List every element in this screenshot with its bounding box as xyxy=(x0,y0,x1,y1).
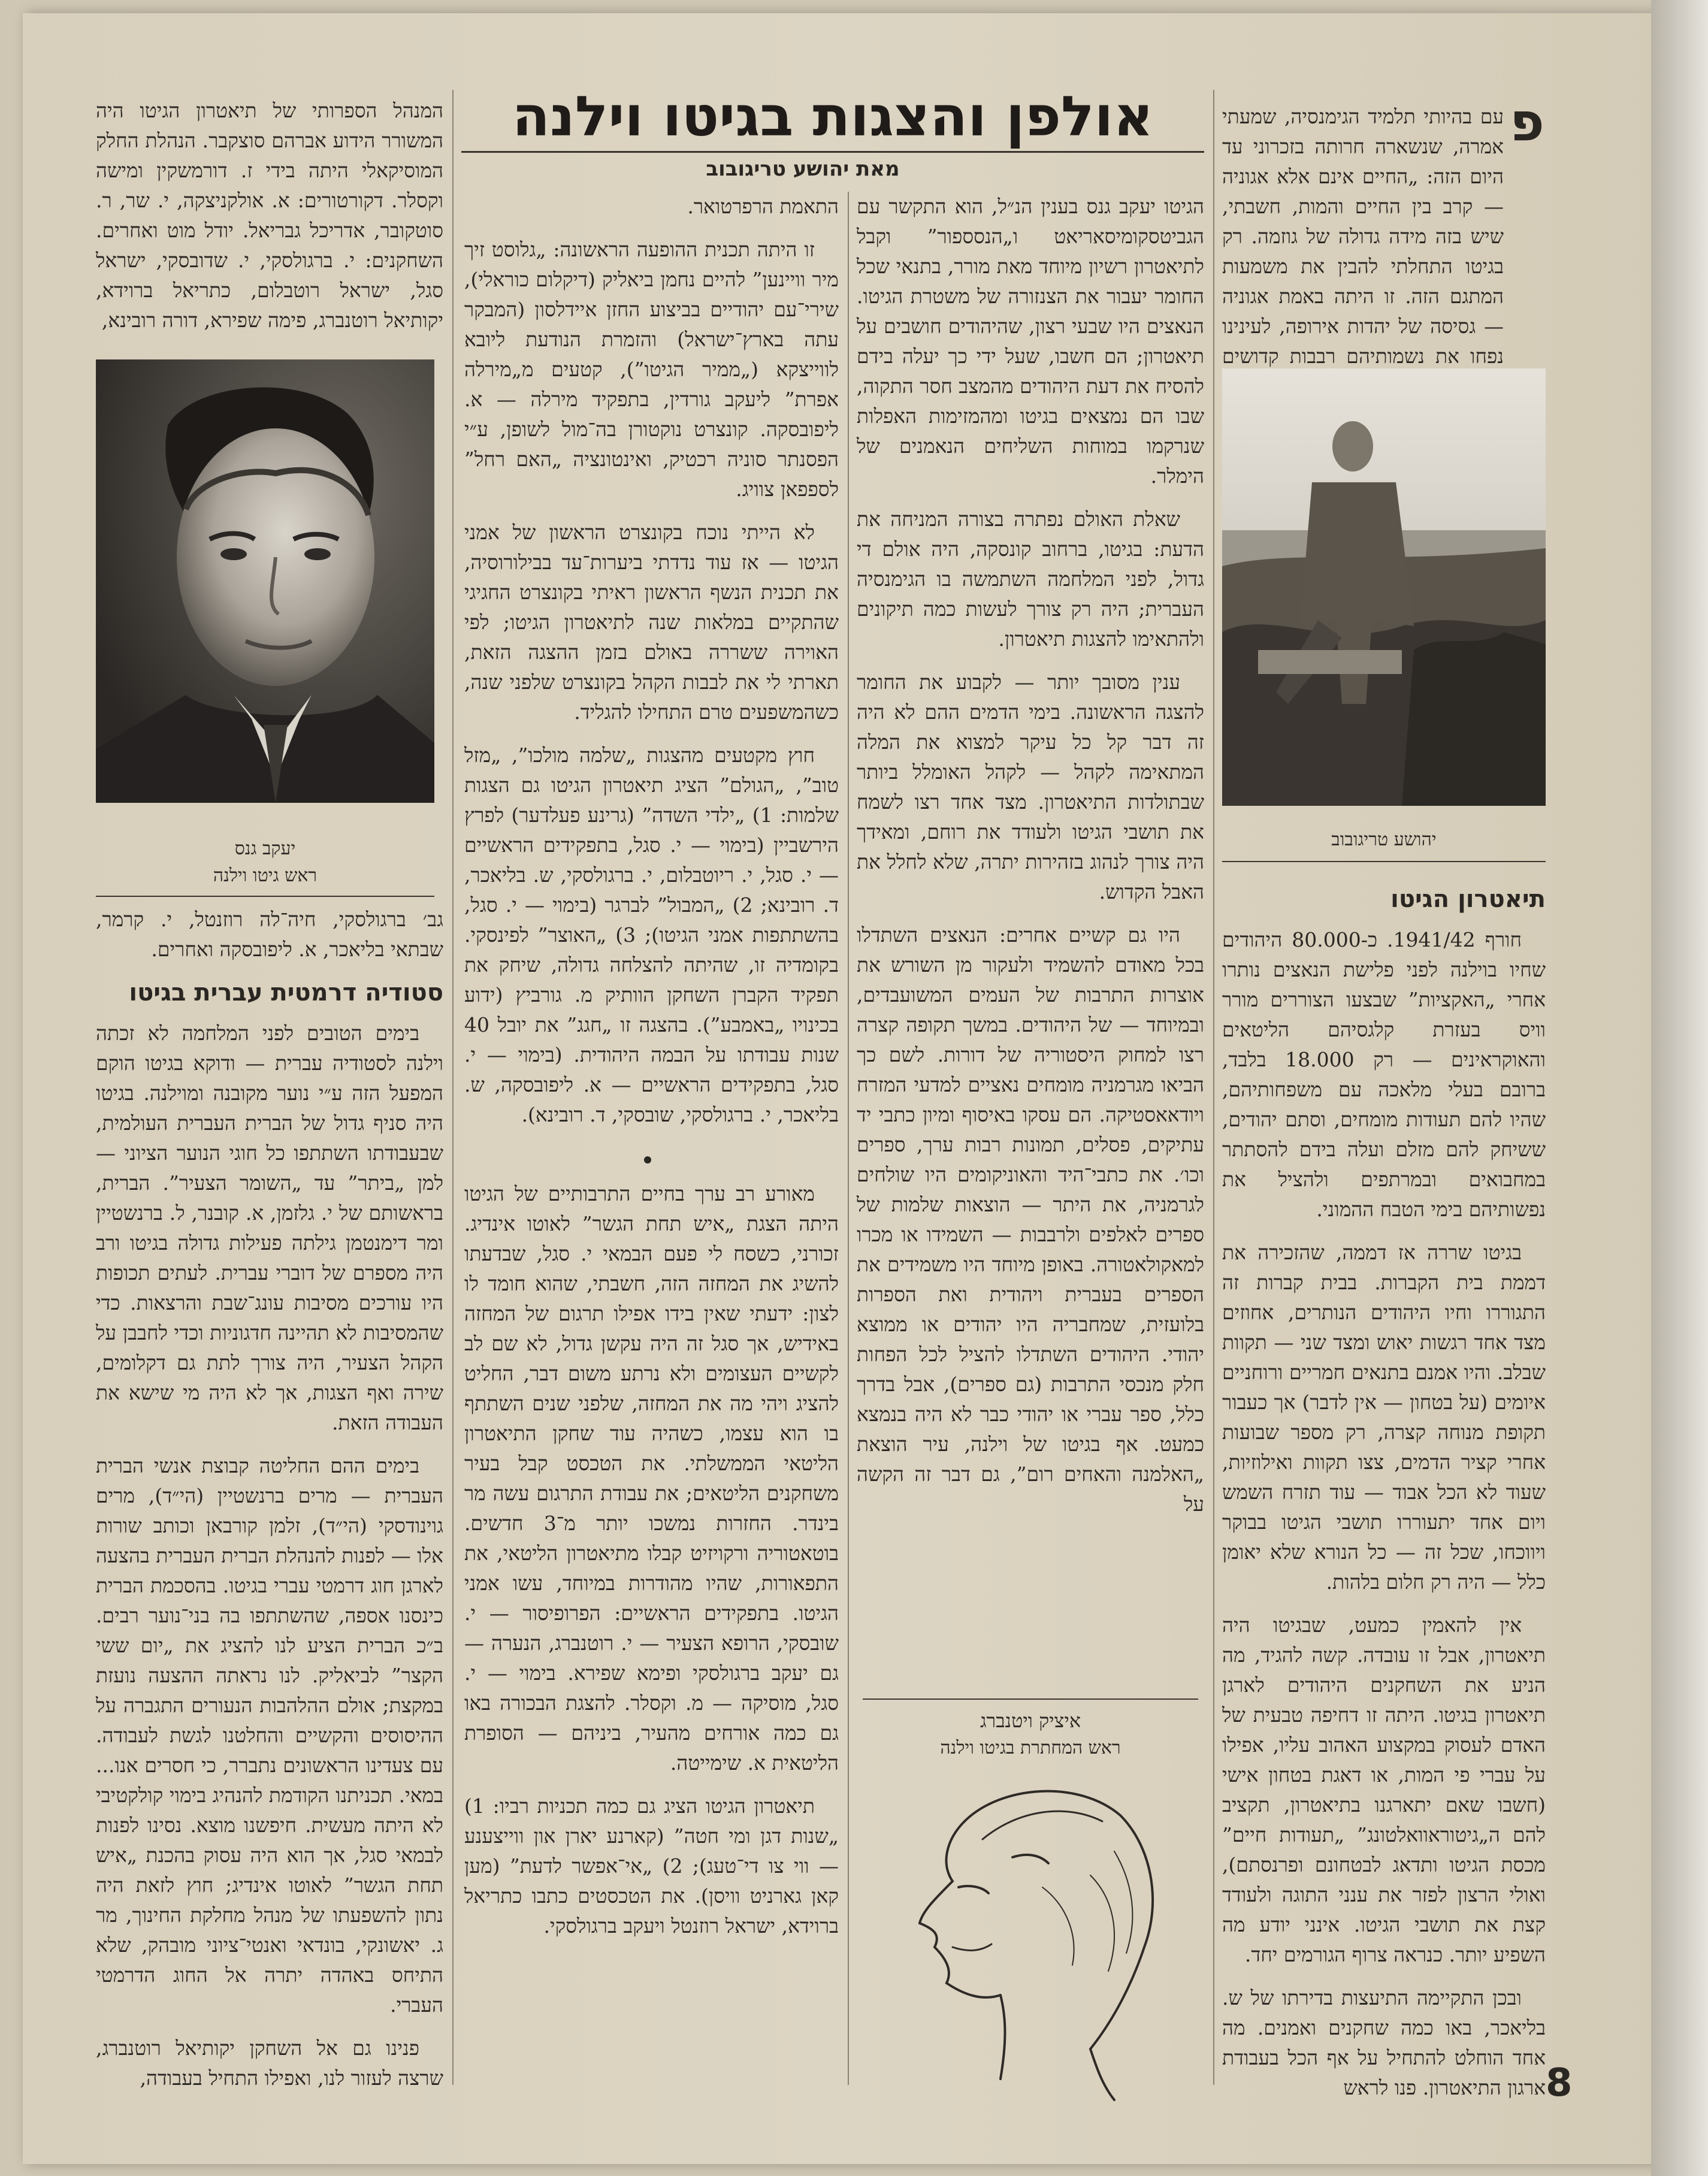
paragraph: תיאטרון הגיטו הציג גם כמה תכניות רביו: 1) „שנות דגן ומי חטה” (קארנע יארן און ווייצענע — ווי צו די־טעג); 2) „אי־אפשר לדעת” (מען קאן גארניט וויסן). את הטכסטים כתבו כתריאל ברוידא, ישראל רוזנטל ויעקב ברגולסקי. xyxy=(464,1794,839,1938)
section-separator xyxy=(464,1143,839,1179)
article-title: אולפן והצגות בגיטו וילנה xyxy=(512,84,1154,149)
gens-caption-role: ראש גיטו וילנה xyxy=(213,865,318,886)
paragraph: בימים הטובים לפני המלחמה לא זכתה וילנה לסטודיה עברית — ודוקא בגיטו הוקם המפעל הזה ע״י נוער מקובנה ומוילנה. בגיטו היה סניף גדול של הברית העברית העולמית, שבעבודתו השתתפו כל חוגי הנוער הציוני — למן „ביתר” עד „השומר הצעיר”. הברית, בראשותם של י. גלזמן, א. קובנר, ל. ברנשטיין ומר דימנטמן גילתה פעילות גדולה בגיטו ורב היה מספרם של דוברי עברית. לעתים תכופות היו עורכים מסיבות עונג־שבת והרצאות. כדי שהמסיבות לא תהיינה חדגוניות וכדי לחבבן על הקהל הצעיר, היה צורך לתת גם דקלומים, שירה ואף הצגות, אך לא היה מי שישא את העבודה הזאת. xyxy=(96,1021,443,1434)
paragraph: הגיטו יעקב גנס בענין הנ״ל, הוא התקשר עם הגביטסקומיסאריאט ו„הנסספור” וקבל לתיאטרון רשיון מיוחד מאת מורר, בתנאי שכל החומר יעבור את הצנזורה של משטרת הגיטו. הנאצים היו שבעי רצון, שהיהודים חושבים על תיאטרון; הם חשבו, שעל ידי כך יעלה בידם להסיח את דעת היהודים מהמצב חסר התקוה, שבו הם נמצאים בגיטו ומהמזימות האפלות שנרקמו במוחות השליחים הנאמנים של הימלר. xyxy=(857,195,1204,488)
paragraph: חוץ מקטעים מהצגות „שלמה מולכו”, „מזל טוב”, „הגולם” הציג תיאטרון הגיטו גם הצגות שלמות: 1) „ילדי השדה” (גרינע פעלדער) לפרץ הירשביין (בימוי — י. סגל, בתפקידים הראשיים — י. סגל, י. ריוטבלום, י. ברגולסקי, ש. בליאכר, ד. רובינא; 2) „המבול” לברגר (בימוי — י. סגל, בהשתתפות אמני הגיטו); 3) „האוצר” לפינסקי. בקומדיה זו, שהיתה להצלחה גדולה, שיחק את תפקיד הקברן השחקן הוותיק מ. גורביץ (ידוע בכינויו „באמבע”). בהצגה זו „חגג” את יובל 40 שנות עבודתו על הבמה היהודית. (בימוי — י. סגל, בתפקידים הראשיים — א. ליפובסקה, ש. בליאכר, י. ברגולסקי, שובסקי, ד. רובינא). xyxy=(464,744,839,1126)
author-photo-image xyxy=(1222,368,1546,806)
paragraph: גב׳ ברגולסקי, חיה־לה רוזנטל, י. קרמר, שבתאי בליאכר, א. ליפובסקה ואחרים. xyxy=(96,908,443,961)
sketch-rule xyxy=(863,1699,1198,1700)
paragraph: לא הייתי נוכח בקונצרט הראשון של אמני הגיטו — אז עוד נדדתי ביערות־עד בבילורוסיה, את תכנית הנשף הראשון ראיתי בקונצרט החגיגי שהתקיים במלאות שנה לתיאטרון הגיטו; לפי האוירה ששררה באולם בזמן ההצגה הזאת, תארתי לי את לבבות הקהל בקונצרט שלפני שנה, כשהמשפעים טרם התחילו להגליד. xyxy=(464,521,839,724)
paragraph: זו היתה תכנית ההופעה הראשונה: „גלוסט זיך מיר וויינען” להיים נחמן ביאליק (דיקלום כוראלי), שירי־עם יהודיים בביצוע החזן איידלסון (המבקר עתה בארץ־ישראל) והזמרת הנודעת ליובא לווייצקא („ממיר הגיטו”), קטעים מ„מירלה אפרת” ליעקב גורדין, בתפקיד מירלה — א. ליפובסקה. קונצרט נוקטורן בה־מול לשופן, ע״י הפסנתר סוניה רכטיק, ואינטונציה „האם רחל” לספפאן צוויג. xyxy=(464,238,839,501)
section-heading: סטודיה דרמטית עברית בגיטו xyxy=(129,979,443,1007)
paragraph: ענין מסובך יותר — לקבוע את החומר להצגה הראשונה. בימי הדמים ההם לא היה זה דבר קל כל עיקר למצוא את המלה המתאימה לקהל — לקהל האומלל ביותר שבתולדות התיאטרון. מצד אחד רצו לשמח את תושבי הגיטו ולעודד את רוחם, ומאידך היה צורך לנהוג בזהירות יתרה, שלא לחלל את האבל הקדוש. xyxy=(857,670,1204,903)
paragraph: בגיטו שררה אז דממה, שהזכירה את דממת בית הקברות. בבית קברות זה התגוררו וחיו היהודים הנותרים, אחוזים מצד אחד רגשות יאוש ומצד שני — תקוות שבלב. והיו אמנם בתנאים חמריים ורוחניים איומים (על בטחון — אין לדבר) אך כעבור תקופת מנוחה קצרה, רק מספר שבועות אחרי קציר הדמים, צצו תקוות ואילוזיות, שעוד לא הכל אבוד — עוד תזרח השמש ויום אחד יתעוררו תושבי הגיטו בבוקר ויווכחו, שכל זה — כל הנורא שלא יאומן כלל — היה רק חלום בלהות. xyxy=(1222,1241,1546,1594)
paragraph: מאורע רב ערך בחיים התרבותיים של הגיטו היתה הצגת „איש תחת הגשר” לאוטו אינדיג. זכורני, כשסח לי פעם הבמאי י. סגל, שבדעתו להשיג את המחזה הזה, חשבתי, שהוא חומד לו לצון: ידעתי שאין בידו אפילו תרגום של המחזה באידיש, אך סגל זה היה עקשן גדול, לא שם לב לקשיים העצומים ולא נרתע משום דבר, החליט להציג ויהי מה את המחזה, שלפני שנים השתתף בו הוא עצמו, כשהיה עוד שחקן התיאטרון הליטאי הממשלתי. את הטכסט קבל בעיר משחקנים הליטאים; את עבודת התרגום עשה מר בינדר. החזרות נמשכו יותר מ־3 חדשים. בוטאטוריה ורקויזיט קבלו מתיאטרון הליטאי, את התפאורות, שהיו מהודרות במיוחד, עשו אמני הגיטו. בתפקידים הראשיים: הפרופיסור — י. שובסקי, הרופא הצעיר — י. רוטנברג, הנערה — גם יעקב ברגולסקי ופימא שפירא. בימוי — י. סגל, מוסיקה — מ. וקסלר. להצגת הבכורה באו גם כמה אורחים מהעיר, ביניהם — הסופרת הליטאית א. שימייטה. xyxy=(464,1182,839,1775)
column-2 xyxy=(857,192,1204,1672)
caption-rule xyxy=(1222,861,1546,862)
caption-rule xyxy=(96,896,434,897)
paragraph: עם בהיותי תלמיד הגימנסיה, שמעתי אמרה, שנשארה חרותה בזכרוני עד היום הזה: „החיים אינם אלא אגוניה — קרב בין החיים והמות, חשבתי, שיש בזה מידה גדולה של גוזמה. רק בגיטו התחלתי להבין את משמעות המתגם הזה. זו היתה באמת אגוניה — גסיסה של יהדות אירופה, לעינינו נפחו את נשמותיהם רבבות קדושים xyxy=(1222,105,1504,368)
wittenberg-caption-name: איציק ויטנברג xyxy=(980,1709,1081,1732)
column-1-intro xyxy=(1222,102,1504,401)
column-rule xyxy=(1213,90,1214,2085)
column-4-intro xyxy=(96,96,443,359)
paragraph: ובכן התקיימה התיעצות בדירתו של ש. בליאכר, באו כמה שחקנים ואמנים. מה אחד הוחלט להתחיל על אף הכל בעבודת ארגון התיאטרון. פנו לראש xyxy=(1222,1986,1546,2099)
paragraph: התאמת הרפרטואר. xyxy=(687,195,839,218)
author-photo-caption: יהושע טריגובוב xyxy=(1331,829,1437,850)
column-rule xyxy=(848,192,849,2085)
author-photo xyxy=(1222,368,1546,806)
drop-cap: פ xyxy=(1510,91,1544,153)
paragraph: המנהל הספרותי של תיאטרון הגיטו היה המשורר הידוע אברהם סוצקבר. הנהלת החלק המוסיקאלי היתה בידי ז. דורמשקין ומישה וקסלר. דקורטורים: א. אולקניצקה, י. שר, ר. סוטקובר, אדריכל גבריאל. יודל מוט ואחרים. השחקנים: י. ברגולסקי, י. שדובסקי, ישראל סגל, ישראל רוטבלום, כתריאל ברוידא, יקותיאל רוטנברג, פימה שפירא, דורה רובינא, xyxy=(96,99,443,332)
column-3 xyxy=(464,192,839,2079)
separator-dot xyxy=(644,1156,651,1163)
column-1-body xyxy=(1222,881,1546,2099)
article-byline: מאת יהושע טריגובוב xyxy=(706,157,900,181)
column-rule xyxy=(452,90,454,2085)
gens-caption-name: יעקב גנס xyxy=(234,838,296,859)
paragraph: חורף 1941/42. כ-80.000 היהודים שחיו בוילנה לפני פלישת הנאצים נותרו אחרי „האקציות” שבצעו הצוררים מורר וויס בעזרת קלגסיהם הליטאים והאוקראינים — רק 18.000 בלבד, ברובם בעלי מלאכה עם משפחותיהם, שהיו להם תעודות מומחים, וסתם יהודים, ששיחק להם מזלם ועלה בידם להסתתר במחבואים ובמרתפים ולהציל את נפשותיהם בימי הטבח ההמוני. xyxy=(1222,928,1546,1221)
wittenberg-sketch-image xyxy=(863,1767,1198,2103)
column-4-body xyxy=(96,905,443,2091)
paragraph: בימים ההם החליטה קבוצת אנשי הברית העברית — מרים ברנשטיין (הי״ד), מרים גוינודסקי (הי״ד), זלמן קורבאן וכותב שורות אלו — לפנות להנהלת הברית העברית בהצעה לארגן חוג דרמטי עברי בגיטו. בהסכמת הברית כינסנו אספה, שהשתתפו בה בני־נוער רבים. ב״כ הברית הציע לנו להציג את „יום ששי הקצר” לביאליק. לנו נראתה ההצעה נועזת במקצת; אולם ההלהבות הנעורים התגברה על ההיסוסים והקשיים והחלטנו לגשת לעבודה. עם צעדינו הראשונים נתברר, כי חסרים אנו... במאי. תכניתנו הקודמת להנהיג בימוי קולקטיבי לא היתה מעשית. חיפשנו מוצא. נסינו לפנות לבמאי סגל, אך הוא היה עסוק בהכנת „איש תחת הגשר” לאוטו אינדיג; חוץ לזאת היה נתון להשפעתו של מנהל מחלקת החינוך, מר ג. יאשונקי, בונדאי ואנטי־ציוני מובהק, שלא התיחס באהדה יתרה אל החוג הדרמטי העברי. xyxy=(96,1454,443,2017)
gens-portrait xyxy=(96,359,434,803)
title-rule xyxy=(461,151,1204,153)
paragraph: אין להאמין כמעט, שבגיטו היה תיאטרון, אבל זו עובדה. קשה להגיד, מה הניע את השחקנים היהודים לארגן תיאטרון בגיטו. היתה זו דחיפה טבעית של האדם לעסוק במקצוע האהוב עליו, אפילו על עברי פי המות, או דאגת בטחון אישי (חשבו שאם יתארגנו בתיאטרון, תקציב להם ה„גיטוראוואלטונג” „תעודות חיים” מכסת הגיטו ותדאג לבטחונם ופרנסתם), ואולי הרצון לפזר את ענני התוגה ולעודד קצת את תושבי הגיטו. אינני יודע מה השפיע יותר. כנראה צרוף הגורמים יחד. xyxy=(1222,1613,1546,1966)
paragraph: היו גם קשיים אחרים: הנאצים השתדלו בכל מאודם להשמיד ולעקור מן השורש את אוצרות התרבות של העמים המשועבדים, ובמיוחד — של היהודים. במשך תקופה קצרה רצו למחוק היסטוריה של דורות. לשם כך הביאו מגרמניה מומחים נאציים למדעי המזרח ויודאאסטיקה. הם עסקו באיסוף ומיון כתבי יד עתיקים, פסלים, תמונות רבות ערך, ספרים וכו׳. את כתבי־היד והאוניקומים היו שולחים לגרמניה, את היתר — הוצאות שלמות של ספרים לאלפים ולרבבות — השמידו או מכרו למאקולאטורה. באופן מיוחד היו משמידים את הספרים בעברית ויהודית ואת הספרות בלועזית, שמחבריה היו יהודים או ממוצא יהודי. היהודים השתדלו להציל לכל הפחות חלק מנכסי התרבות (גם ספרים), אבל בדרך כלל, ספר עברי או יהודי כבר לא היה בנמצא כמעט. אף בגיטו של וילנה, עיר הוצאת „האלמנה והאחים רום”, גם דבר זה הקשה על xyxy=(857,923,1204,1516)
paragraph: פנינו גם אל השחקן יקותיאל רוטנברג, שרצה לעזור לנו, ואפילו התחיל בעבודה, xyxy=(96,2036,443,2090)
wittenberg-sketch xyxy=(863,1767,1198,2103)
page-edge xyxy=(1651,0,1708,2176)
wittenberg-caption-role: ראש המחתרת בגיטו וילנה xyxy=(940,1737,1121,1758)
paragraph: שאלת האולם נפתרה בצורה המניחה את הדעת: בגיטו, ברחוב קונסקה, היה אולם די גדול, לפני המלחמה השתמשה בו הגימנסיה העברית; היה רק צורך לעשות כמה תיקונים ולהתאימו להצגות תיאטרון. xyxy=(857,507,1204,651)
gens-portrait-image xyxy=(96,359,434,803)
page-number: 8 xyxy=(1546,2061,1573,2105)
section-heading: תיאטרון הגיטו xyxy=(1390,885,1546,913)
